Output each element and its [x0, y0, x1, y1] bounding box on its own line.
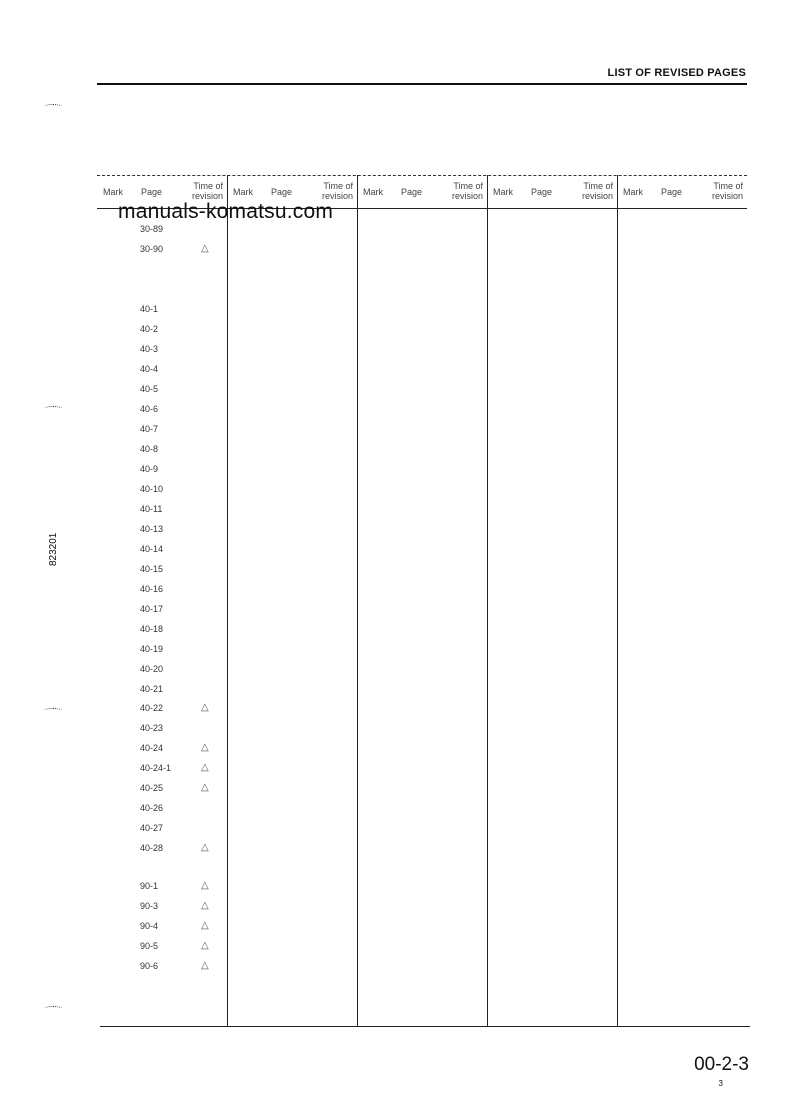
revision-mark-icon: △	[201, 940, 209, 951]
revision-mark-icon: △	[201, 702, 209, 713]
table-row	[140, 424, 230, 436]
table-row	[140, 564, 230, 576]
watermark-text: manuals-komatsu.com	[118, 200, 334, 223]
table-row	[140, 604, 230, 616]
page-number: 90-4	[140, 921, 159, 931]
header-mark: Mark	[233, 187, 253, 197]
page-number: 40-20	[140, 664, 164, 674]
table-row	[140, 881, 230, 893]
page-number: 40-5	[140, 384, 159, 394]
table-row	[140, 901, 230, 913]
page-number: 40-16	[140, 584, 164, 594]
header-rule	[97, 83, 747, 85]
header-mark: Mark	[493, 187, 513, 197]
page-number: 40-23	[140, 723, 164, 733]
page-number: 40-9	[140, 464, 159, 474]
side-document-code: 823201	[48, 532, 59, 566]
header-time-of-revision	[712, 181, 743, 201]
page-number: 90-3	[140, 901, 159, 911]
column-header-group	[487, 175, 617, 208]
table-row	[140, 504, 230, 516]
revised-pages-table	[97, 175, 747, 1027]
binding-hole-mark	[44, 708, 62, 713]
table-row	[140, 921, 230, 933]
table-row	[140, 444, 230, 456]
header-page: Page	[661, 187, 683, 197]
header-time-of-revision	[322, 181, 353, 201]
table-row	[140, 664, 230, 676]
table-row	[140, 364, 230, 376]
page-number: 40-26	[140, 803, 164, 813]
revision-mark-icon: △	[201, 742, 209, 753]
page-number: 40-1	[140, 304, 159, 314]
header-page: Page	[401, 187, 423, 197]
revision-mark-icon: △	[201, 782, 209, 793]
revision-mark-icon: △	[201, 880, 209, 891]
table-row	[140, 304, 230, 316]
page-number: 40-11	[140, 504, 163, 514]
binding-hole-mark	[44, 104, 62, 109]
table-row	[140, 624, 230, 636]
header-mark: Mark	[103, 187, 123, 197]
binding-hole-mark	[44, 1006, 62, 1011]
page-number: 40-18	[140, 624, 164, 634]
table-bottom-rule	[100, 1026, 750, 1027]
page-number: 40-17	[140, 604, 164, 614]
table-row	[140, 743, 230, 755]
page-number: 40-22	[140, 703, 164, 713]
page-number: 40-19	[140, 644, 164, 654]
header-time-of-revision	[452, 181, 483, 201]
table-row	[140, 524, 230, 536]
column-header-group	[617, 175, 747, 208]
page-number: 40-21	[140, 684, 164, 694]
table-row	[140, 484, 230, 496]
page-number: 40-14	[140, 544, 164, 554]
page-number: 40-4	[140, 364, 159, 374]
column-divider	[357, 175, 358, 1027]
table-row	[140, 344, 230, 356]
table-row	[140, 644, 230, 656]
header-page: Page	[271, 187, 293, 197]
column-divider	[617, 175, 618, 1027]
header-time-line1: Time of	[193, 181, 223, 191]
page-number: 40-6	[140, 404, 159, 414]
table-row	[140, 224, 230, 236]
page-number: 40-13	[140, 524, 164, 534]
table-row	[140, 703, 230, 715]
page-number: 40-27	[140, 823, 164, 833]
page-number: 40-8	[140, 444, 159, 454]
page-number: 30-89	[140, 224, 164, 234]
table-row	[140, 961, 230, 973]
revision-mark-icon: △	[201, 842, 209, 853]
page-number: 40-24	[140, 743, 164, 753]
page-number: 90-6	[140, 961, 159, 971]
page-number: 40-2	[140, 324, 159, 334]
table-row	[140, 584, 230, 596]
table-row	[140, 723, 230, 735]
table-row	[140, 783, 230, 795]
page-number: 30-90	[140, 244, 164, 254]
header-time-of-revision	[192, 181, 223, 201]
header-time-line1: Time of	[323, 181, 353, 191]
header-time-line2: revision	[581, 191, 613, 201]
table-row	[140, 763, 230, 775]
page-number: 40-28	[140, 843, 164, 853]
header-time-line2: revision	[451, 191, 483, 201]
header-page: Page	[531, 187, 553, 197]
page-number: 40-25	[140, 783, 164, 793]
table-row	[140, 464, 230, 476]
header-time-line1: Time of	[583, 181, 613, 191]
header-time-line1: Time of	[453, 181, 483, 191]
column-divider	[227, 175, 228, 1027]
column-divider	[487, 175, 488, 1027]
header-page: Page	[141, 187, 163, 197]
table-row	[140, 684, 230, 696]
page-number: 90-5	[140, 941, 159, 951]
page-number: 90-1	[140, 881, 159, 891]
table-row	[140, 843, 230, 855]
header-time-of-revision	[582, 181, 613, 201]
table-row	[140, 404, 230, 416]
table-row	[140, 324, 230, 336]
revision-mark-icon: △	[201, 960, 209, 971]
page-number: 40-15	[140, 564, 164, 574]
table-row	[140, 544, 230, 556]
revision-sub-mark: 3	[718, 1079, 723, 1088]
header-mark: Mark	[623, 187, 643, 197]
page-number-footer: 00-2-3	[694, 1054, 749, 1075]
header-time-line2: revision	[711, 191, 743, 201]
header-mark: Mark	[363, 187, 383, 197]
table-row	[140, 244, 230, 256]
revision-mark-icon: △	[201, 920, 209, 931]
binding-hole-mark	[44, 406, 62, 411]
table-row	[140, 803, 230, 815]
header-title: LIST OF REVISED PAGES	[607, 67, 746, 79]
page-number: 40-24-1	[140, 763, 172, 773]
revision-mark-icon: △	[201, 762, 209, 773]
header-time-line1: Time of	[713, 181, 743, 191]
table-row	[140, 941, 230, 953]
page-number: 40-10	[140, 484, 164, 494]
header-time-line2: revision	[191, 191, 223, 201]
table-row	[140, 823, 230, 835]
page-number: 40-3	[140, 344, 159, 354]
column-header-group	[357, 175, 487, 208]
revision-mark-icon: △	[201, 900, 209, 911]
header-time-line2: revision	[321, 191, 353, 201]
page-number: 40-7	[140, 424, 159, 434]
table-row	[140, 384, 230, 396]
revision-mark-icon: △	[201, 243, 209, 254]
